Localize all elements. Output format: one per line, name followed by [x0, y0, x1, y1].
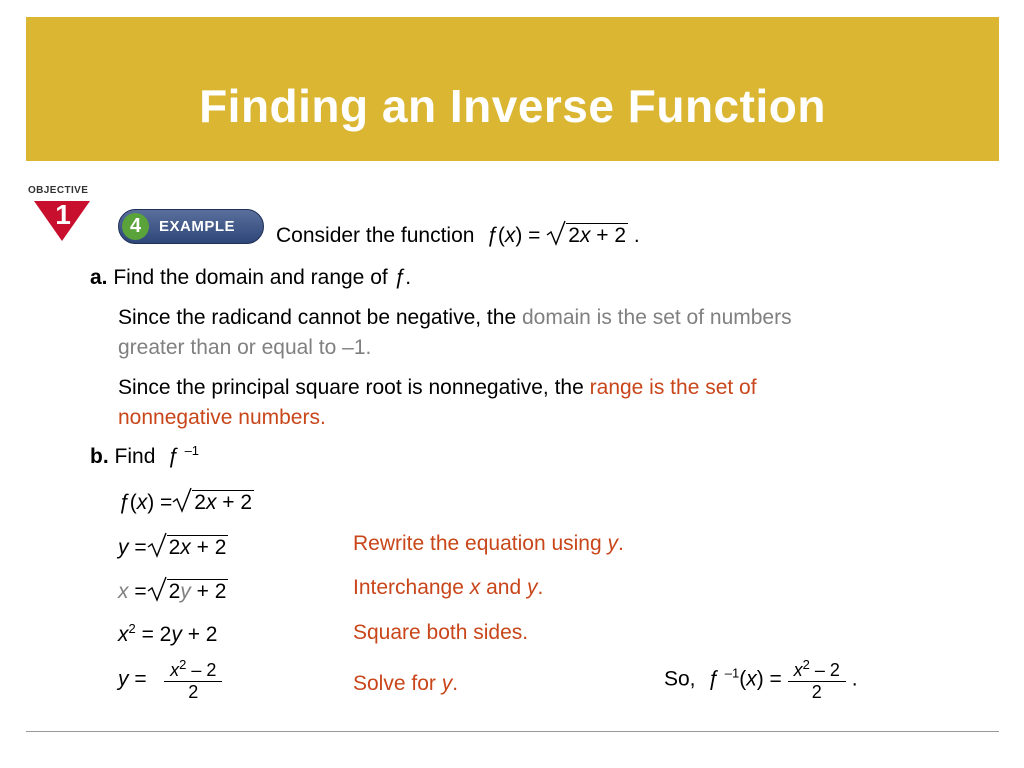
step-2-note-var: y: [607, 532, 619, 555]
sqrt-expression: 2x + 2: [546, 220, 628, 248]
step-3-note-text: Interchange: [353, 576, 464, 599]
part-a-prompt: Find the domain and range of: [113, 266, 388, 289]
step-4-note: Square both sides.: [353, 621, 529, 644]
range-line-1: [118, 376, 757, 400]
objective-badge: [28, 185, 98, 230]
example-intro-text: Consider the function: [276, 224, 475, 247]
conclusion: So, ƒ $^{-1}$(x) = $\frac{x^2 - 2}{2}$ .: [664, 657, 858, 702]
bottom-divider: [26, 731, 999, 732]
example-intro-line: Consider the function ƒ(x) = 2x + 2 .: [276, 220, 640, 248]
step-2-equation: y = 2x + 2: [118, 532, 228, 560]
step-2-note-end: .: [618, 532, 624, 555]
step-5-note-text: Solve for: [353, 672, 436, 695]
title-banner: [26, 17, 999, 161]
step-5-note-end: .: [452, 672, 459, 695]
example-label: EXAMPLE: [159, 218, 236, 235]
part-a-label: a.: [90, 266, 108, 289]
step-3-note: [353, 576, 543, 600]
step-5-note: [353, 672, 458, 696]
objective-label: OBJECTIVE: [28, 185, 89, 196]
domain-text-gray: domain is the set of numbers: [521, 306, 792, 329]
range-line-2: nonnegative numbers.: [118, 406, 326, 429]
objective-number: 1: [55, 199, 71, 230]
domain-line-1: [118, 306, 792, 330]
step-2-note-text: Rewrite the equation using: [353, 532, 602, 555]
part-b-prompt: Find: [114, 445, 156, 468]
domain-text-black: Since the radicand cannot be negative, the: [118, 306, 517, 329]
range-text-black: Since the principal square root is nonnegative, the: [118, 376, 584, 399]
range-text-red: range is the set of: [589, 376, 757, 399]
step-3-equation: x = 2y + 2: [118, 576, 228, 604]
conclusion-fraction: $\frac{x^2 - 2}{2}$: [788, 657, 846, 703]
step-3-note-var2: y: [527, 576, 538, 599]
step-5-note-var: y: [441, 672, 453, 695]
step-3-note-end: .: [537, 576, 544, 599]
example-number: 4: [122, 213, 149, 240]
step-2-note: [353, 532, 624, 556]
step-1-equation: ƒ(x) = 2x + 2: [118, 487, 254, 515]
step-4-equation: $x^2 = 2y + 2$: [118, 621, 218, 646]
part-b-heading: b. Find ƒ $^{-1}$: [90, 443, 200, 468]
step-3-note-mid: and: [486, 576, 522, 599]
step-5-fraction: $\frac{x^2 - 2}{2}$: [164, 657, 222, 703]
part-a-heading: a. Find the domain and range of ƒ.: [90, 266, 412, 289]
example-badge: [118, 209, 264, 244]
slide-title: Finding an Inverse Function: [199, 80, 826, 132]
conclusion-prefix: So,: [664, 667, 696, 691]
domain-line-2: greater than or equal to –1.: [118, 336, 372, 359]
step-5-equation: y = $\frac{x^2 - 2}{2}$: [118, 657, 222, 703]
step-3-note-var1: x: [469, 576, 481, 599]
part-b-label: b.: [90, 445, 109, 468]
